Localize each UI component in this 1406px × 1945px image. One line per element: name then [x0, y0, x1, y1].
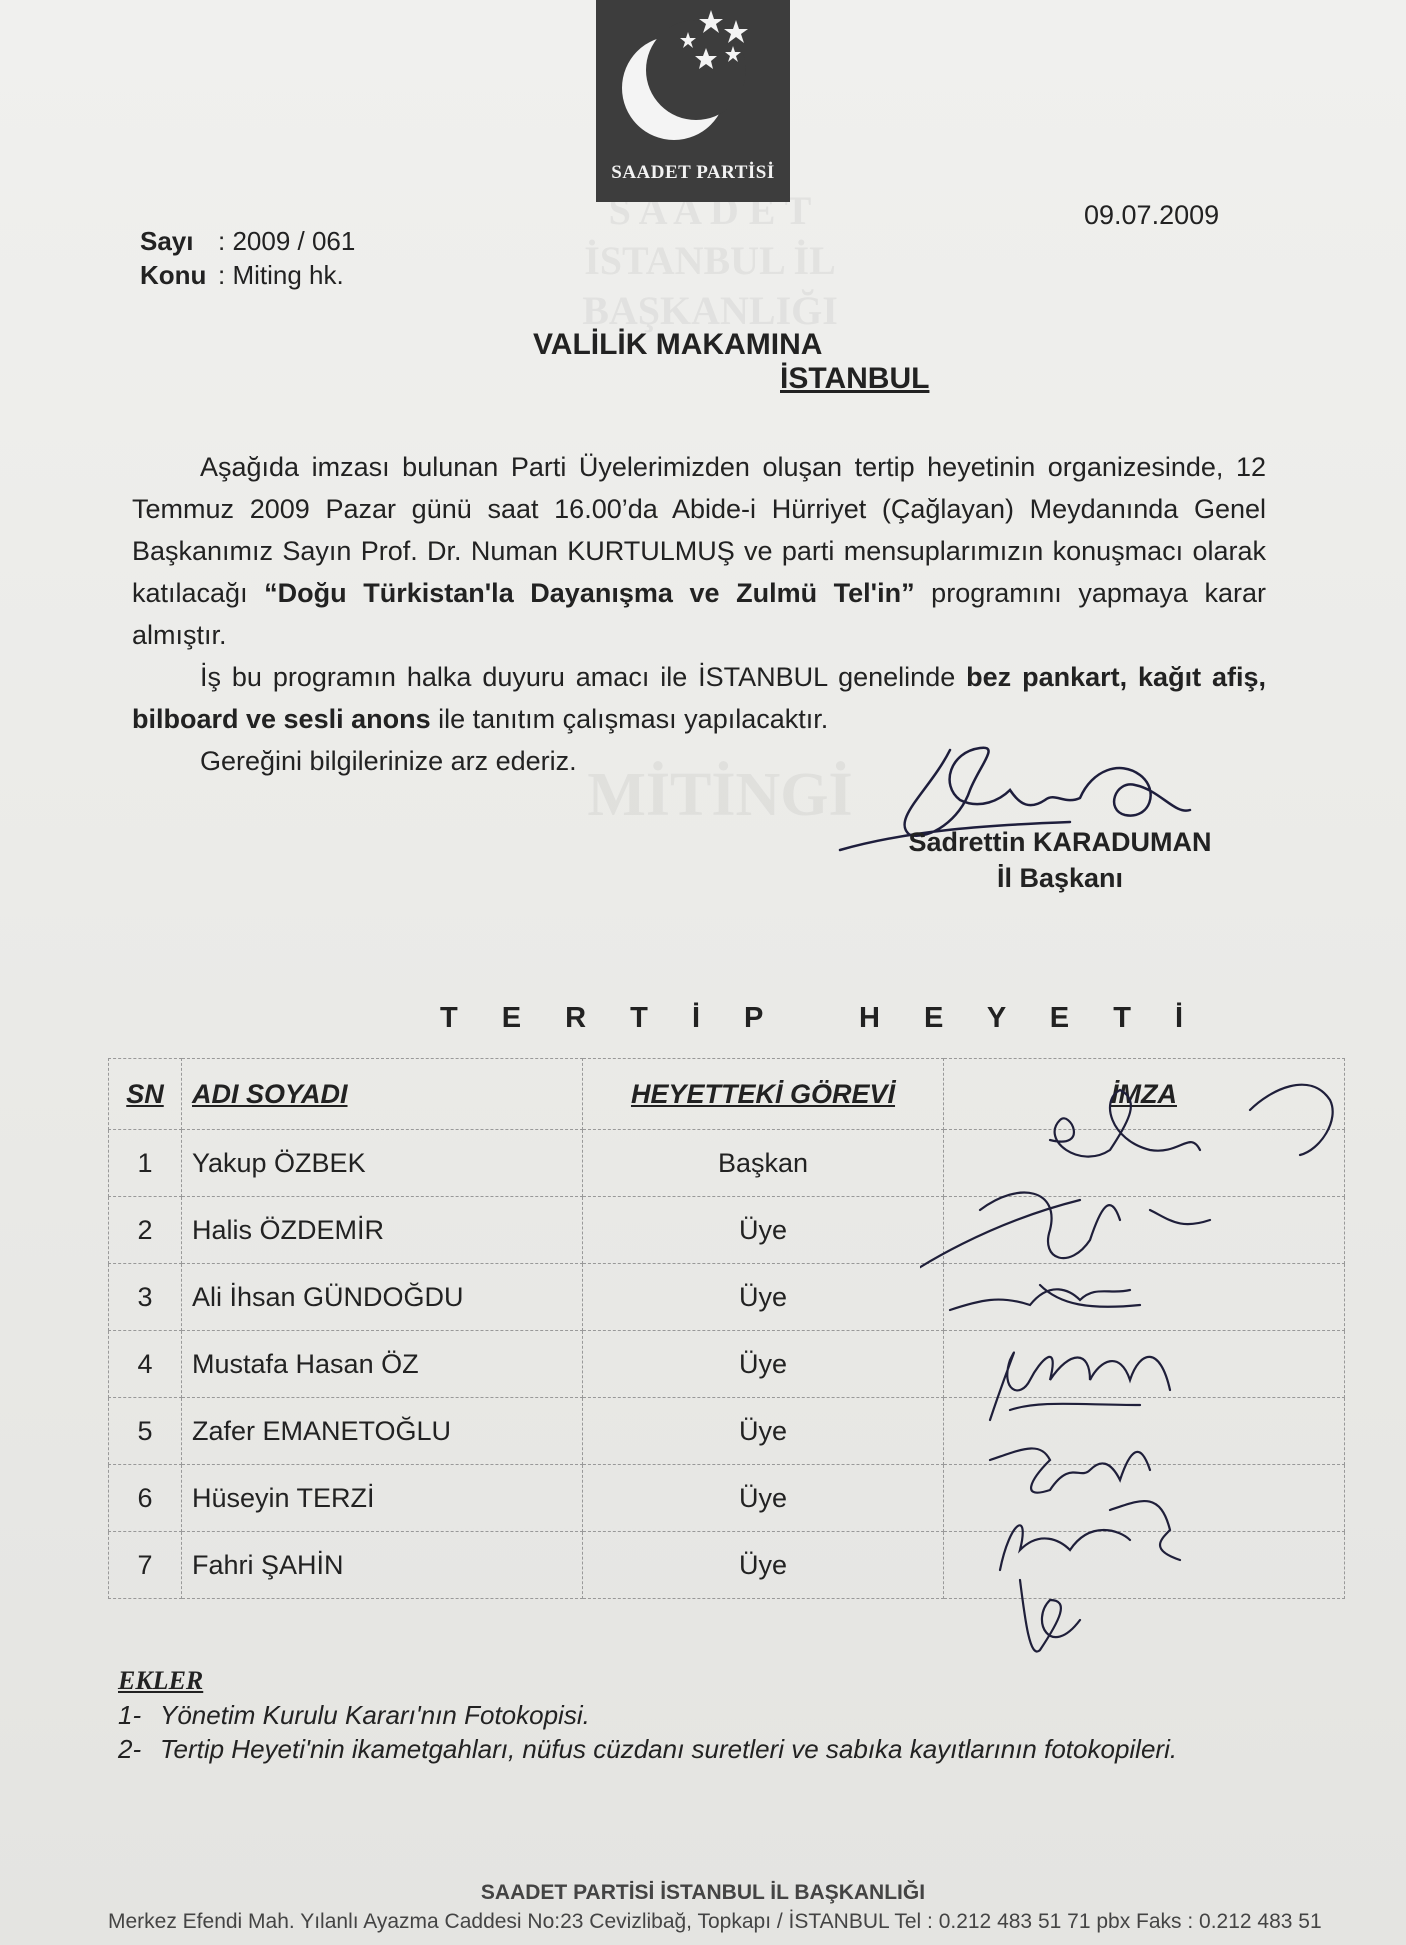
signer-name: Sadrettin KARADUMAN: [908, 827, 1212, 857]
row-sn: 3: [109, 1264, 182, 1331]
logo-label: SAADET PARTİSİ: [611, 162, 775, 183]
attachment-number: 2-: [118, 1734, 142, 1764]
attachments-block: [118, 1664, 1177, 1766]
row-role: Başkan: [583, 1130, 944, 1197]
bleed-through-text: MİTİNGİ: [587, 761, 853, 829]
row-name: Ali İhsan GÜNDOĞDU: [182, 1264, 583, 1331]
row-sn: 4: [109, 1331, 182, 1398]
addressee-city: İSTANBUL: [780, 362, 930, 395]
row-name: Zafer EMANETOĞLU: [182, 1398, 583, 1465]
bleed-through-text: S A A D E T İSTANBUL İL BAŞKANLIĞI: [582, 188, 838, 333]
promotion-methods: bez pankart, kağıt afiş, bilboard ve sesli anons: [132, 662, 1267, 734]
paragraph-2-text: İş bu programın halka duyuru amacı ile İSTANBUL genelinde: [200, 662, 967, 692]
row-name: Halis ÖZDEMİR: [182, 1197, 583, 1264]
sayi-label: Sayı: [140, 226, 194, 256]
row-role: Üye: [583, 1331, 944, 1398]
signer-block: [880, 824, 1240, 896]
attachment-text: Tertip Heyeti'nin ikametgahları, nüfus cüzdanı suretleri ve sabıka kayıtlarının fotokopileri.: [160, 1734, 1178, 1764]
attachments-title: EKLER: [118, 1666, 204, 1695]
header-name: ADI SOYADI: [182, 1059, 583, 1130]
committee-signatures: [920, 1060, 1340, 1660]
attachment-text: Yönetim Kurulu Kararı'nın Fotokopisi.: [160, 1700, 590, 1730]
reference-block: [140, 224, 355, 292]
row-role: Üye: [583, 1197, 944, 1264]
row-sn: 6: [109, 1465, 182, 1532]
row-name: Mustafa Hasan ÖZ: [182, 1331, 583, 1398]
paragraph-1-text-end: programını yapmaya karar almıştır.: [132, 578, 1266, 650]
row-role: Üye: [583, 1465, 944, 1532]
row-role: Üye: [583, 1264, 944, 1331]
paragraph-1: [132, 446, 1266, 656]
document-date: 09.07.2009: [1084, 200, 1220, 230]
party-logo: [596, 0, 790, 202]
program-title: “Doğu Türkistan'la Dayanışma ve Zulmü Tel'in”: [264, 578, 915, 608]
footer-address: Merkez Efendi Mah. Yılanlı Ayazma Caddesi No:23 Cevizlibağ, Topkapı / İSTANBUL Tel : 0.212 483 51 71 pbx Faks : 0.212 483 51: [108, 1910, 1322, 1933]
row-sn: 2: [109, 1197, 182, 1264]
paragraph-2: [132, 656, 1266, 740]
signer-title: İl Başkanı: [996, 863, 1124, 893]
header-role: HEYETTEKİ GÖREVİ: [583, 1059, 944, 1130]
konu-label: Konu: [140, 260, 207, 290]
paragraph-2-text-end: ile tanıtım çalışması yapılacaktır.: [430, 704, 829, 734]
paragraph-3: Gereğini bilgilerinize arz ederiz.: [200, 746, 577, 776]
attachment-item: [118, 1698, 1177, 1732]
row-name: Fahri ŞAHİN: [182, 1532, 583, 1599]
row-sn: 5: [109, 1398, 182, 1465]
committee-title: T E R T İ P H E Y E T İ: [440, 1002, 1202, 1034]
header-signature: İMZA: [944, 1059, 1345, 1130]
crescent-star-icon: [596, 0, 790, 160]
addressee-title: VALİLİK MAKAMINA: [533, 328, 823, 361]
attachment-item: [118, 1732, 1177, 1766]
row-name: Hüseyin TERZİ: [182, 1465, 583, 1532]
footer-organization: SAADET PARTİSİ İSTANBUL İL BAŞKANLIĞI: [480, 1881, 926, 1904]
konu-value: : Miting hk.: [218, 260, 344, 290]
header-sn: SN: [109, 1059, 182, 1130]
row-sn: 1: [109, 1130, 182, 1197]
row-sn: 7: [109, 1532, 182, 1599]
attachment-number: 1-: [118, 1700, 142, 1730]
paragraph-1-text: Aşağıda imzası bulunan Parti Üyelerimizden oluşan tertip heyetinin organizesinde, 12 Temmuz 2009 Pazar günü saat 16.00’da Abide-i Hürriyet (Çağlayan) Meydanında Genel Başkanımız Sayın Prof. Dr. Numan KURTULMUŞ ve parti mensuplarımızın konuşmacı olarak katılacağı: [132, 452, 1266, 608]
row-name: Yakup ÖZBEK: [182, 1130, 583, 1197]
row-role: Üye: [583, 1398, 944, 1465]
sayi-value: : 2009 / 061: [218, 226, 356, 256]
row-role: Üye: [583, 1532, 944, 1599]
